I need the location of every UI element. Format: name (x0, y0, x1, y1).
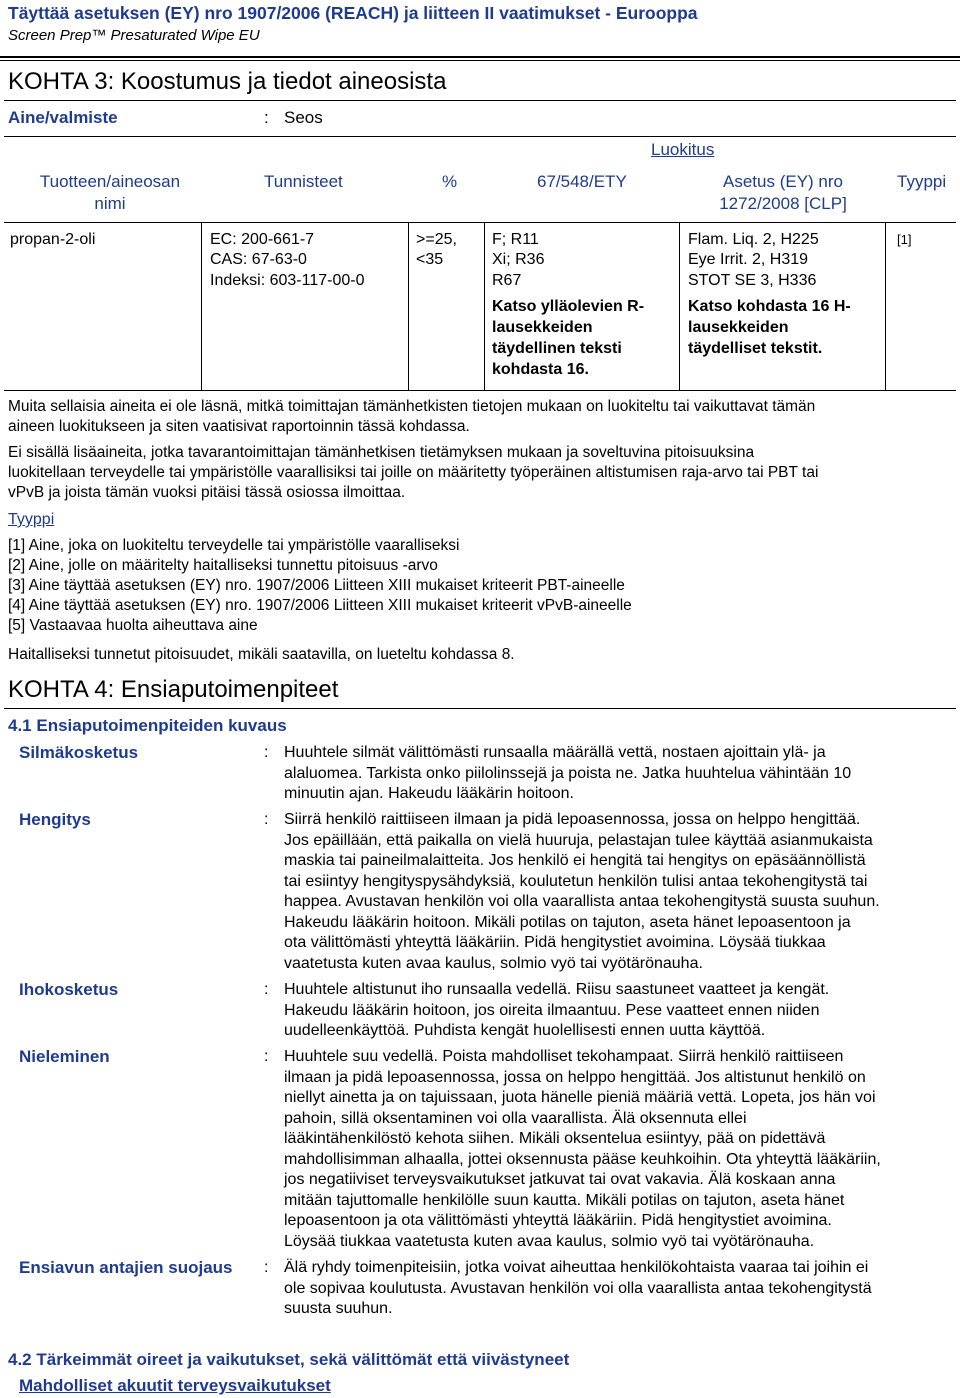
first-aider-protection-colon: : (264, 1259, 269, 1276)
product-name: Screen Prep™ Presaturated Wipe EU (8, 27, 260, 44)
ingestion-label: Nieleminen (19, 1047, 110, 1066)
substance-value: Seos (284, 108, 323, 127)
eye-contact-colon: : (264, 744, 269, 761)
substance-colon: : (264, 108, 269, 127)
header-divider (0, 56, 960, 58)
cell-clp-note-3: täydelliset tekstit. (688, 340, 823, 357)
type-heading: Tyyppi (8, 511, 55, 528)
first-aider-protection-label: Ensiavun antajien suojaus (19, 1258, 233, 1277)
section3-title: KOHTA 3: Koostumus ja tiedot aineosista (8, 68, 447, 95)
cell-clp-note-1: Katso kohdasta 16 H- (688, 298, 851, 315)
inhalation-colon: : (264, 811, 269, 828)
skin-contact-label: Ihokosketus (19, 980, 119, 999)
section4-title: KOHTA 4: Ensiaputoimenpiteet (8, 676, 339, 703)
cell-type: [1] (897, 232, 912, 247)
regulation-header-title: Täyttää asetuksen (EY) nro 1907/2006 (REACH) ja liitteen II vaatimukset - Eurooppa (8, 3, 698, 23)
col-header-identifiers: Tunnisteet (264, 172, 343, 191)
cell-dsd-note-2: lausekkeiden (492, 319, 593, 336)
cell-dsd-note-3: täydellinen teksti (492, 340, 622, 357)
subsection-4-2-title: 4.2 Tärkeimmät oireet ja vaikutukset, sekä välittömät että viivästyneet (8, 1350, 570, 1369)
column-divider (484, 222, 485, 390)
cell-dsd-1: F; R11 (492, 231, 539, 248)
other-substances-paragraph: Muita sellaisia aineita ei ole läsnä, mitkä toimittajan tämänhetkisten tietojen mukaan on luokiteltu tai vaikuttavat tämän aineen luokitukseen ja siten vaatisivat raportoinnin tässä kohdassa. (8, 398, 816, 435)
list-item: [5] Vastaavaa huolta aiheuttava aine (8, 617, 258, 634)
ingestion-text: Huuhtele suu vedellä. Poista mahdolliset tekohampaat. Siirrä henkilö raittiiseen ilmaan ja pidä lepoasennossa, jossa on helppo hengittää. Jos altistunut henkilö on niellyt ainetta ja on tajuissaan, juota hänelle pieniä määriä vettä. Lopeta, jos hän voi pahoin, sillä oksentaminen voi olla vaarallista. Älä oksennuta ellei lääkintähenkilöstö kehota siihen. Mikäli oksentelua esiintyy, pää on pidettävä mahdollisimman alhaalla, jottei oksennusta pääse keuhkoihin. Ota yhteyttä lääkäriin, jos negatiiviset terveysvaikutukset jatkuvat tai ovat vakavia. Älä koskaan anna mitään tajuttomalle henkilölle suun kautta. Mikäli potilas on tajuton, aseta hänet lepoasentoon ja ota välittömästi yhteyttä lääkäriin. Pidä hengitystiet avoimina. Löysää tiukkaa vaatetusta kuten avaa kaulus, solmio vyö tai vyötärönauha. (284, 1048, 881, 1250)
skin-contact-text: Huuhtele altistunut iho runsaalla vedellä. Riisu saastuneet vaatteet ja kengät. Hakeudu lääkärin hoitoon, jos oireita ilmaantuu. Pese vaatteet ennen niiden uudelleenkäyttöä. Puhdista kengät huolellisesti ennen uutta käyttöä. (284, 981, 830, 1039)
col-header-name-2: nimi (94, 194, 126, 213)
eye-contact-label: Silmäkosketus (19, 743, 139, 762)
table-header-border (4, 222, 956, 223)
classification-header: Luokitus (651, 140, 715, 159)
section3-title-divider (4, 100, 956, 101)
inhalation-label: Hengitys (19, 810, 91, 829)
cell-dsd-note-4: kohdasta 16. (492, 361, 589, 378)
cell-dsd-3: R67 (492, 272, 522, 289)
list-item: [2] Aine, jolle on määritelty haitalliseksi tunnettu pitoisuus -arvo (8, 557, 438, 574)
list-item: [4] Aine täyttää asetuksen (EY) nro. 1907/2006 Liitteen XIII mukaiset kriteerit vPvB-aineelle (8, 597, 632, 614)
cell-ec-number: EC: 200-661-7 (210, 231, 315, 248)
cell-percent-1: >=25, (416, 231, 457, 248)
inhalation-text: Siirrä henkilö raittiiseen ilmaan ja pidä lepoasennossa, jossa on helppo hengittää. Jos epäillään, että paikalla on vielä huuruja, pelastajan tulee käyttää asianmukaista maskia tai paineilmalaitteita. Jos henkilö ei hengitä tai hengitys on epäsäännöllistä tai esiintyy hengityspysähdyksiä, koulutetun henkilön tulisi antaa tekohengitystä tai happea. Avustavan henkilön voi olla vaarallista antaa tekohengitystä suusta suuhun. Hakeudu lääkärin hoitoon. Mikäli potilas on tajuton, aseta hänet lepoasentoon ja ota välittömästi yhteyttä lääkäriin. Pidä hengitystiet avoimina. Löysää tiukkaa vaatetusta kuten avaa kaulus, solmio vyö tai vyötärönauha. (284, 811, 880, 972)
section4-title-divider (4, 708, 956, 709)
list-item: [1] Aine, joka on luokiteltu terveydelle tai ympäristölle vaaralliseksi (8, 537, 460, 554)
col-header-name-1: Tuotteen/aineosan (39, 172, 181, 191)
col-header-dsd: 67/548/ETY (537, 172, 627, 191)
column-divider (885, 222, 886, 390)
column-divider (201, 222, 202, 390)
header-divider-thin (0, 60, 960, 61)
cell-percent-2: <35 (416, 251, 444, 268)
cell-clp-2: Eye Irrit. 2, H319 (688, 251, 809, 268)
cell-dsd-2: Xi; R36 (492, 251, 545, 268)
cell-clp-note-2: lausekkeiden (688, 319, 789, 336)
col-header-clp-1: Asetus (EY) nro (723, 172, 843, 191)
cell-dsd-note-1: Katso ylläolevien R- (492, 298, 645, 315)
cell-index-number: Indeksi: 603-117-00-0 (210, 272, 365, 289)
additives-paragraph: Ei sisällä lisäaineita, jotka tavarantoimittajan tämänhetkisen tietämyksen mukaan ja soveltuvina pitoisuuksina luokitellaan terveydelle tai ympäristölle vaarallisiksi tai joille on määritetty työperäinen altistumisen raja-arvo tai PBT tai vPvB ja joista tämän vuoksi pitäisi tässä osiossa ilmoittaa. (8, 444, 819, 501)
table-top-border (4, 136, 956, 137)
subsection-4-1-title: 4.1 Ensiaputoimenpiteiden kuvaus (8, 716, 287, 735)
substance-label: Aine/valmiste (8, 108, 118, 127)
column-divider (679, 222, 680, 390)
cell-cas-number: CAS: 67-63-0 (210, 251, 307, 268)
acute-effects-heading: Mahdolliset akuutit terveysvaikutukset (19, 1376, 331, 1395)
cell-clp-3: STOT SE 3, H336 (688, 272, 817, 289)
table-bottom-border (4, 390, 956, 391)
limits-note: Haitalliseksi tunnetut pitoisuudet, mikäli saatavilla, on lueteltu kohdassa 8. (8, 646, 515, 663)
skin-contact-colon: : (264, 981, 269, 998)
first-aider-protection-text: Älä ryhdy toimenpiteisiin, jotka voivat aiheuttaa henkilökohtaista vaaraa tai joihin ei ole sopivaa koulutusta. Avustavan henkilön voi olla vaarallista antaa tekohengitystä suusta suuhun. (284, 1259, 872, 1317)
eye-contact-text: Huuhtele silmät välittömästi runsaalla määrällä vettä, nostaen ajoittain ylä- ja alaluomea. Tarkista onko piilolinssejä ja poista ne. Jatka huuhtelua vähintään 10 minuutin ajan. Hakeudu lääkärin hoitoon. (284, 744, 852, 802)
type-list (8, 536, 956, 636)
list-item: [3] Aine täyttää asetuksen (EY) nro. 1907/2006 Liitteen XIII mukaiset kriteerit PBT-aineelle (8, 577, 625, 594)
col-header-type: Tyyppi (897, 172, 947, 191)
column-divider (408, 222, 409, 390)
cell-clp-1: Flam. Liq. 2, H225 (688, 231, 819, 248)
ingestion-colon: : (264, 1048, 269, 1065)
col-header-clp-2: 1272/2008 [CLP] (719, 194, 847, 213)
col-header-percent: % (442, 172, 458, 191)
cell-substance-name: propan-2-oli (10, 231, 96, 248)
